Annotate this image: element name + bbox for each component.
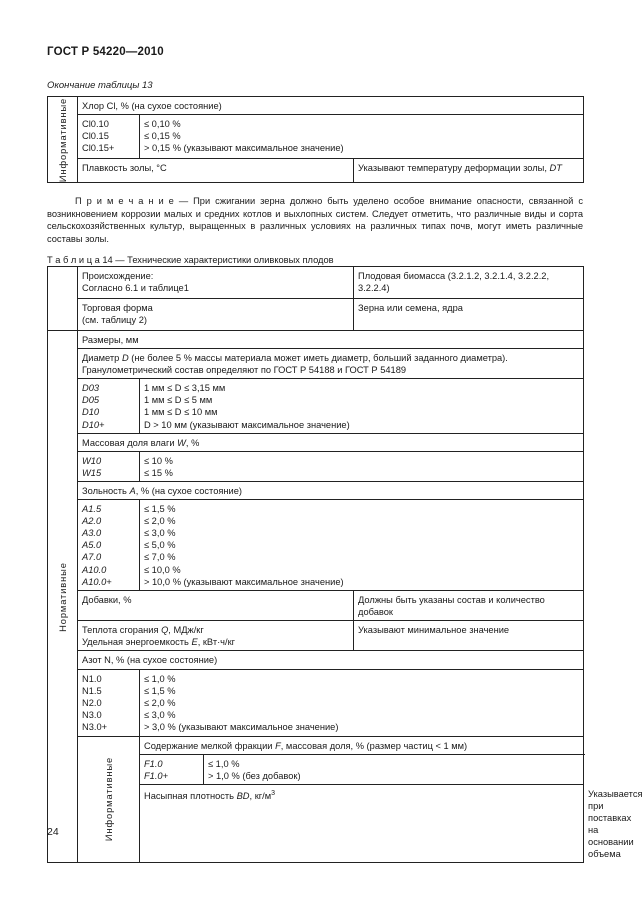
chlorine-limits: ≤ 0,10 % ≤ 0,15 % > 0,15 % (указывают максимальное значение): [140, 115, 584, 159]
table-14: Происхождение: Согласно 6.1 и таблице1 Плодовая биомасса (3.2.1.2, 3.2.1.4, 3.2.2.2, 3.2.2.4) Торговая форма (см. таблицу 2) Зерна или семена, ядра Нормативные Размеры, мм Диаметр D (не более 5 % массы материала может иметь диаметр, больший заданного диаметра). Гранулометрический состав определяют по ГОСТ Р 54188 и ГОСТ Р 54189 D03 D05 D10 D10+ 1 мм ≤ D ≤ 3,15 мм 1 мм ≤ D ≤ 5 мм 1 мм ≤ D ≤ 10 мм D > 10 мм (указывают максимальное значение) Массовая доля влаги W, % W10 W15 ≤ 10 % ≤ 15 % Зольность A, % (на сухое состояние) A1.5 A2.0 A3.0 A5.0 A7.0 A10.0 A10.0+ ≤ 1,5 % ≤ 2,0 % ≤ 3,0 % ≤ 5,0 % ≤ 7,0 % ≤ 10,0 % > 10,0 % (указывают максимальное значение) Добавки, % Должны быть указаны состав и количество добавок Теплота сгорания Q, МДж/кг Удельная энергоемкость E, кВт·ч/кг Указывают минимальное значение Азот N, % (на сухое состояние) N1.0 N1.5 N2.0 N3.0 N3.0+ ≤ 1,0 % ≤ 1,5 % ≤ 2,0 % ≤ 3,0 % > 3,0 % (указывают максимальное значение) Информативные Содержание мелкой фракции F, массовая доля, % (размер частиц < 1 мм) F1.0 F1.0+ ≤ 1,0 % > 1,0 % (без добавок) Насыпная плотность BD, $кг/м^3$ Указывается при поставках на основании объема: [47, 266, 584, 863]
origin-label: Происхождение: Согласно 6.1 и таблице1: [78, 267, 354, 299]
note-paragraph: [47, 195, 583, 245]
fines-limits: ≤ 1,0 % > 1,0 % (без добавок): [204, 754, 584, 784]
moisture-classes: W10 W15: [78, 451, 140, 481]
chlorine-classes: Cl0.10 Cl0.15 Cl0.15+: [78, 115, 140, 159]
diameter-note: Диаметр D (не более 5 % массы материала может иметь диаметр, больший заданного диаметра). Гранулометрический состав определяют по ГОСТ Р 54188 и ГОСТ Р 54189: [78, 349, 584, 379]
table-14-caption: Т а б л и ц а 14 — Технические характеристики оливковых плодов: [47, 255, 334, 265]
moisture-limits: ≤ 10 % ≤ 15 %: [140, 451, 584, 481]
table-13-continuation: [47, 96, 584, 183]
origin-value: Плодовая биомасса (3.2.1.2, 3.2.1.4, 3.2.2.2, 3.2.2.4): [354, 267, 584, 299]
fines-classes: F1.0 F1.0+: [140, 754, 204, 784]
ash-limits: ≤ 1,5 % ≤ 2,0 % ≤ 3,0 % ≤ 5,0 % ≤ 7,0 % ≤ 10,0 % > 10,0 % (указывают максимальное значение): [140, 500, 584, 591]
diameter-limits: 1 мм ≤ D ≤ 3,15 мм 1 мм ≤ D ≤ 5 мм 1 мм ≤ D ≤ 10 мм D > 10 мм (указывают максимальное значение): [140, 379, 584, 433]
ash-classes: A1.5 A2.0 A3.0 A5.0 A7.0 A10.0 A10.0+: [78, 500, 140, 591]
nitrogen-classes: N1.0 N1.5 N2.0 N3.0 N3.0+: [78, 669, 140, 736]
page-number: 24: [47, 826, 59, 838]
note-label: П р и м е ч а н и е: [75, 196, 174, 206]
blank-corner-cell: [48, 267, 78, 331]
note-text: — При сжигании зерна должно быть уделено особое внимание опасности, связанной с возникновением коррозии малых и средних котлов и выхлопных систем. Следует отметить, что различные виды и сорта сельскохозяйственных культур, выращенных в различных условиях на различных типах почв, могут иметь различные составы золы.: [47, 196, 583, 244]
chlorine-header: Хлор Cl, % (на сухое состояние): [78, 97, 584, 115]
trade-form-label: Торговая форма (см. таблицу 2): [78, 299, 354, 331]
normative-side-label: Нормативные: [48, 331, 78, 863]
nitrogen-header: Азот N, % (на сухое состояние): [78, 651, 584, 669]
moisture-header: Массовая доля влаги W, %: [78, 433, 584, 451]
informative-side-label: Информативные: [48, 97, 78, 183]
additives-value: Должны быть указаны состав и количество добавок: [354, 591, 584, 621]
table-continuation-caption: Окончание таблицы 13: [47, 80, 153, 91]
nitrogen-limits: ≤ 1,0 % ≤ 1,5 % ≤ 2,0 % ≤ 3,0 % > 3,0 % (указывают максимальное значение): [140, 669, 584, 736]
document-header: ГОСТ Р 54220—2010: [47, 46, 164, 58]
ash-header: Зольность A, % (на сухое состояние): [78, 481, 584, 499]
calorific-label: Теплота сгорания Q, МДж/кг Удельная энергоемкость E, кВт·ч/кг: [78, 621, 354, 651]
additives-label: Добавки, %: [78, 591, 354, 621]
dimensions-header: Размеры, мм: [78, 331, 584, 349]
informative-side-label-2: Информативные: [78, 736, 140, 863]
ash-melting-value: Указывают температуру деформации золы, DT: [354, 159, 584, 183]
bulk-density-label: Насыпная плотность BD, $кг/м^3$: [140, 784, 584, 863]
diameter-classes: D03 D05 D10 D10+: [78, 379, 140, 433]
fines-header: Содержание мелкой фракции F, массовая доля, % (размер частиц < 1 мм): [140, 736, 584, 754]
ash-melting-label: Плавкость золы, °C: [78, 159, 354, 183]
trade-form-value: Зерна или семена, ядра: [354, 299, 584, 331]
calorific-value: Указывают минимальное значение: [354, 621, 584, 651]
